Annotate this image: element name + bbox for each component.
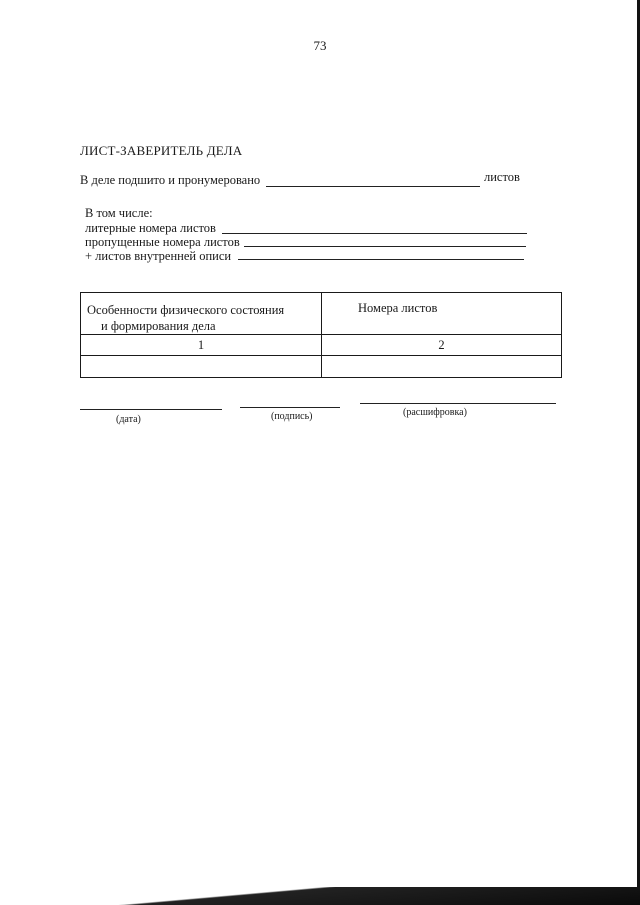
inventory-sheets-blank [238, 259, 524, 260]
date-blank [80, 409, 222, 410]
filed-line-suffix: листов [484, 170, 520, 184]
header-cell-condition [81, 293, 322, 335]
decode-blank [360, 403, 556, 404]
filed-count-blank [266, 186, 480, 187]
scan-border-bottom [0, 887, 640, 905]
table-row-empty [81, 356, 562, 378]
condition-table [80, 292, 562, 378]
filed-line-prefix: В деле подшито и пронумеровано [80, 173, 261, 187]
page-number: 73 [313, 38, 327, 53]
column-number-cell [81, 335, 322, 356]
signature-blank [240, 407, 340, 408]
column-number: 1 [197, 338, 205, 352]
header-sheet-numbers-label: Номера листов [358, 301, 438, 315]
column-number-cell [322, 335, 562, 356]
literal-numbers-label: литерные номера листов [85, 221, 216, 235]
column-number: 2 [438, 338, 445, 352]
decode-caption: (расшифровка) [403, 407, 467, 418]
table-header-row [81, 293, 562, 335]
table-row-column-numbers [81, 335, 562, 356]
skipped-numbers-blank [244, 246, 526, 247]
date-caption: (дата) [116, 414, 141, 425]
including-heading: В том числе: [85, 206, 153, 220]
skipped-numbers-label: пропущенные номера листов [85, 235, 240, 249]
header-condition-line1: Особенности физического состояния [87, 303, 285, 317]
header-condition-line2: и формирования дела [101, 319, 216, 333]
empty-cell [81, 356, 322, 378]
signature-caption: (подпись) [271, 411, 313, 422]
inventory-sheets-label: + листов внутренней описи [85, 249, 232, 263]
header-cell-sheet-numbers [322, 293, 562, 335]
document-title: ЛИСТ-ЗАВЕРИТЕЛЬ ДЕЛА [80, 143, 243, 158]
literal-numbers-blank [222, 233, 527, 234]
empty-cell [322, 356, 562, 378]
